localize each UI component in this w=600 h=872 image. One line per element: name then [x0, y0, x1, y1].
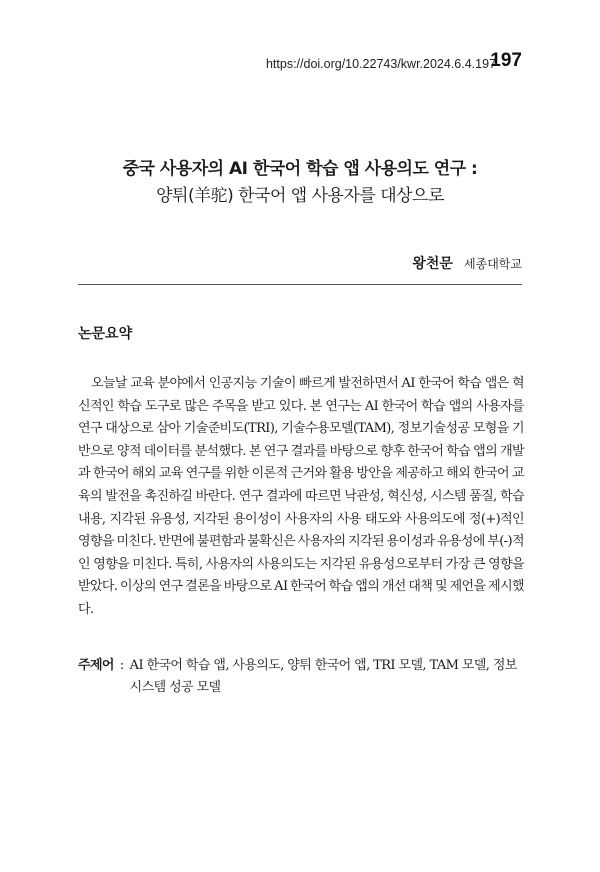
abstract-body: 오늘날 교육 분야에서 인공지능 기술이 빠르게 발전하면서 AI 한국어 학습 앱은 혁신적인 학습 도구로 많은 주목을 받고 있다. 본 연구는 AI 한국어 학습 앱의 사용자를 연구 대상으로 삼아 기술준비도(TRI), 기술수용모델(TAM), 정보기술성공 모형을 기반으로 양적 데이터를 분석했다. 본 연구 결과를 바탕으로 향후 한국어 학습 앱의 개발과 한국어 해외 교육 연구를 위한 이론적 근거와 활용 방안을 제공하고 해외 한국어 교육의 발전을 촉진하길 바란다. 연구 결과에 따르면 낙관성, 혁신성, 시스템 품질, 학습 내용, 지각된 유용성, 지각된 용이성이 사용자의 사용 태도와 사용의도에 정(+)적인 영향을 미친다. 반면에 불편함과 불확신은 사용자의 지각된 용이성과 유용성에 부(-)적인 영향을 미친다. 특히, 사용자의 사용의도는 지각된 유용성으로부터 가장 큰 영향을 받았다. 이상의 연구 결론을 바탕으로 AI 한국어 학습 앱의 개선 대책 및 제언을 제시했다. — [78, 376, 524, 617]
keywords-separator: : — [119, 658, 124, 673]
keywords-label: 주제어 — [78, 658, 114, 673]
author-affiliation: 세종대학교 — [464, 257, 522, 271]
keywords-list: AI 한국어 학습 앱, 사용의도, 양튀 한국어 앱, TRI 모델, TAM 모델, 정보시스템 성공 모델 — [129, 658, 517, 695]
paper-subtitle: 양튀(羊驼) 한국어 앱 사용자를 대상으로 — [156, 186, 444, 206]
author-name: 왕천문 — [412, 256, 453, 272]
page-number: 197 — [490, 50, 522, 71]
keywords-block — [78, 655, 524, 699]
paper-title: 중국 사용자의 AI 한국어 학습 앱 사용의도 연구 : — [122, 159, 478, 179]
doi-link[interactable]: https://doi.org/10.22743/kwr.2024.6.4.197 — [265, 57, 496, 71]
abstract-heading: 논문요약 — [78, 326, 133, 342]
author-block — [412, 253, 522, 273]
divider — [78, 284, 522, 285]
